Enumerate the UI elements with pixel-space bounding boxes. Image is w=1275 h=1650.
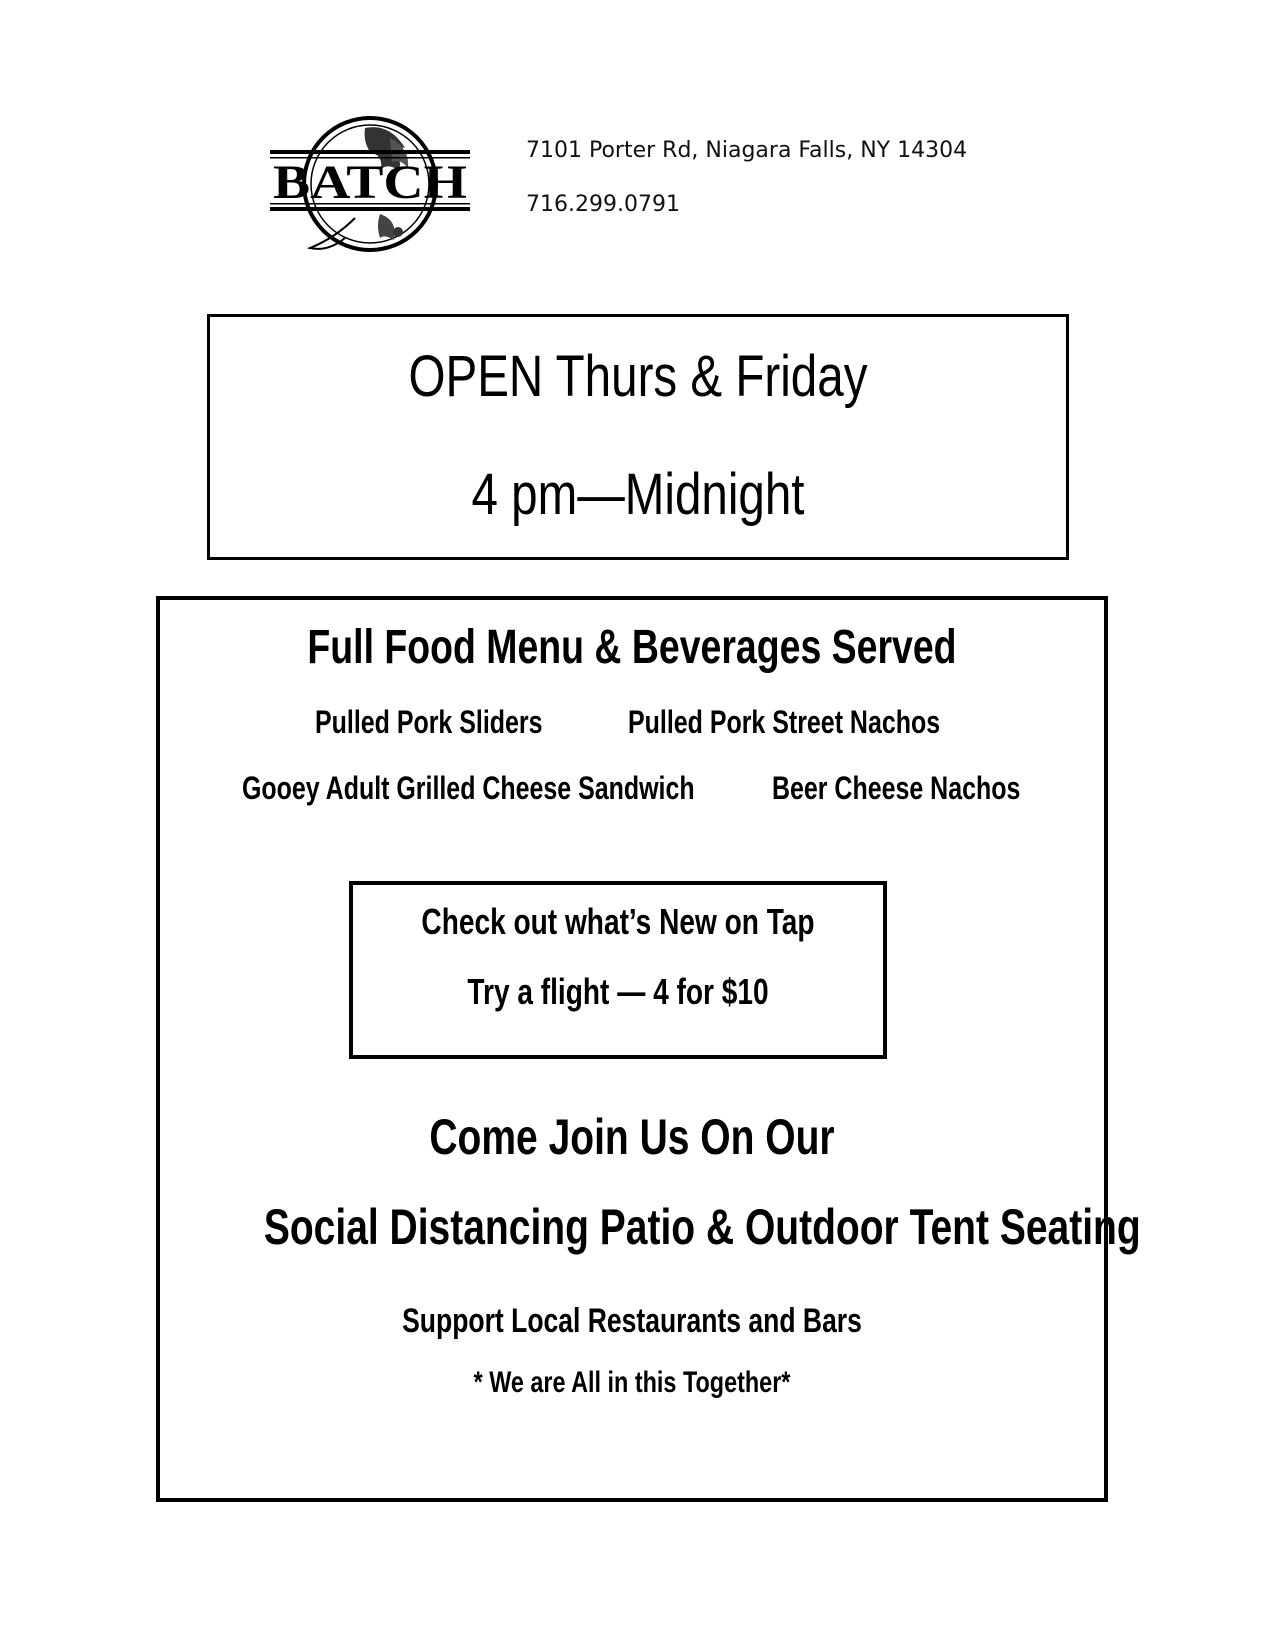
hours-days: OPEN Thurs & Friday <box>408 344 868 409</box>
support-message: Support Local Restaurants and Bars <box>402 1302 862 1340</box>
phone-number: 716.299.0791 <box>526 192 680 217</box>
tap-headline: Check out what’s New on Tap <box>421 901 815 942</box>
hours-time: 4 pm—Midnight <box>471 462 805 527</box>
menu-box <box>156 596 1141 1502</box>
menu-item: Gooey Adult Grilled Cheese Sandwich <box>242 770 695 806</box>
menu-item: Pulled Pork Sliders <box>315 704 543 740</box>
flight-offer: Try a flight — 4 for $10 <box>467 971 769 1012</box>
patio-subheadline: Social Distancing Patio & Outdoor Tent Seating <box>263 1199 1141 1255</box>
patio-headline: Come Join Us On Our <box>429 1109 835 1165</box>
batch-logo <box>270 108 470 260</box>
svg-text:BATCH: BATCH <box>273 156 467 209</box>
hours-box <box>207 314 1069 560</box>
menu-item: Pulled Pork Street Nachos <box>628 704 941 740</box>
address-text: 7101 Porter Rd, Niagara Falls, NY 14304 <box>526 138 968 163</box>
together-message: * We are All in this Together* <box>473 1366 791 1399</box>
menu-item: Beer Cheese Nachos <box>772 770 1021 806</box>
tap-box <box>349 881 887 1059</box>
menu-title: Full Food Menu & Beverages Served <box>307 621 957 674</box>
